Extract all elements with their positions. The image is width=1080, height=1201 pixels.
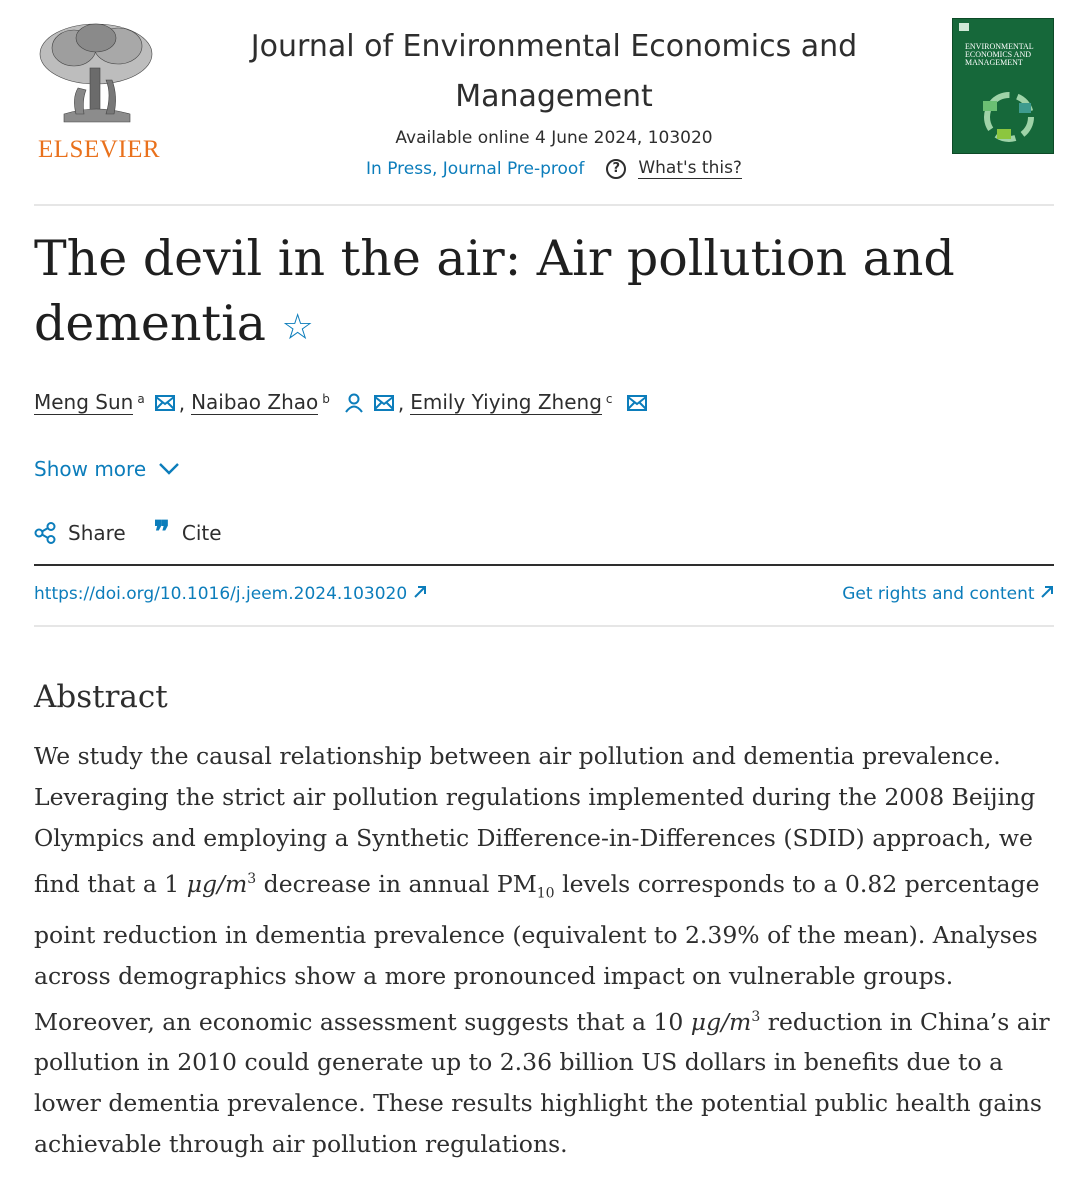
cite-label: Cite [181, 521, 222, 545]
external-link-icon [1040, 584, 1054, 604]
cover-title: ENVIRONMENTAL ECONOMICS AND MANAGEMENT [965, 42, 1034, 67]
doi-row [34, 584, 1054, 604]
unit-text: μg/m [690, 1007, 752, 1036]
rights-link[interactable] [842, 584, 1054, 604]
abstract-part: decrease in annual PM [256, 869, 537, 898]
journal-cover-thumbnail[interactable] [952, 18, 1054, 154]
author-name[interactable]: Emily Yiying Zheng [410, 390, 602, 414]
external-link-icon [413, 584, 427, 604]
actions-divider [34, 564, 1054, 566]
abstract-part: We study the causal relationship between air pollution and dementia prevalence. Leveraging the strict air pollution regulations implemented during the 2008 Beijing Olympics and employing a Synthetic Difference-in-Differences (SDID) approach, we find that a 1 [34, 742, 1036, 898]
rights-text: Get rights and content [842, 584, 1035, 604]
status-row [204, 158, 904, 179]
show-more-label: Show more [34, 457, 147, 481]
person-icon[interactable] [344, 393, 364, 413]
abstract-text [34, 736, 1059, 1165]
journal-title[interactable] [204, 22, 904, 122]
doi-link[interactable] [34, 584, 427, 604]
journal-title-line2: Management [455, 79, 653, 114]
whats-this-label: What's this? [638, 158, 742, 178]
share-label: Share [68, 521, 126, 545]
elsevier-logo[interactable] [34, 18, 161, 163]
unit-text: μg/m [186, 869, 248, 898]
show-more-button[interactable] [34, 457, 180, 481]
chevron-down-icon [158, 462, 180, 476]
journal-title-line1: Journal of Environmental Economics and [250, 29, 858, 64]
doi-divider [34, 625, 1054, 627]
article-actions [34, 515, 222, 550]
share-icon [34, 522, 56, 544]
article-title-line2: dementia [34, 295, 266, 352]
star-icon[interactable]: ☆ [281, 307, 314, 348]
author-list: Meng Sun a , Naibao Zhao b , Emily Yiying Zheng c [34, 390, 647, 415]
email-icon[interactable] [374, 395, 394, 411]
abstract-part: levels corresponds to a 0.82 percentage point reduction in dementia prevalence (equivalent to 2.39% of the mean). Analyses across demographics show a more pronounced impact on vulnerable groups. Moreover, an economic assessment suggests that a 10 [34, 869, 1040, 1036]
quote-icon: ❞ [153, 515, 170, 550]
journal-header [34, 12, 1054, 204]
journal-info [204, 22, 904, 179]
author-name[interactable]: Meng Sun [34, 390, 134, 414]
whats-this-button[interactable] [606, 158, 742, 179]
subscript: 10 [536, 885, 555, 902]
email-icon[interactable] [155, 395, 175, 411]
publisher-name: ELSEVIER [38, 136, 161, 163]
available-online: Available online 4 June 2024, 103020 [395, 128, 713, 148]
author-affiliation: a [137, 391, 145, 406]
author-name[interactable]: Naibao Zhao [191, 390, 319, 414]
article-title-line1: The devil in the air: Air pollution and [34, 230, 955, 287]
share-button[interactable] [34, 521, 126, 545]
author-affiliation: c [605, 391, 613, 406]
email-icon[interactable] [627, 395, 647, 411]
abstract-part: reduction in China’s air pollution in 2010 could generate up to 2.36 billion US dollars in benefits due to a lower dementia prevalence. These results highlight the potential public health gains achievable through air pollution regulations. [34, 1007, 1050, 1159]
article-title [34, 226, 994, 360]
superscript: 3 [751, 1008, 761, 1025]
header-divider [34, 204, 1054, 206]
question-icon: ? [606, 159, 626, 179]
cite-button[interactable] [153, 515, 222, 550]
author-affiliation: b [322, 391, 330, 406]
tree-icon [34, 18, 158, 130]
in-press-link[interactable]: In Press, Journal Pre-proof [366, 158, 585, 179]
cover-art-icon [953, 19, 1053, 153]
abstract-heading: Abstract [34, 679, 168, 715]
doi-text: https://doi.org/10.1016/j.jeem.2024.103020 [34, 584, 408, 604]
superscript: 3 [247, 871, 257, 887]
